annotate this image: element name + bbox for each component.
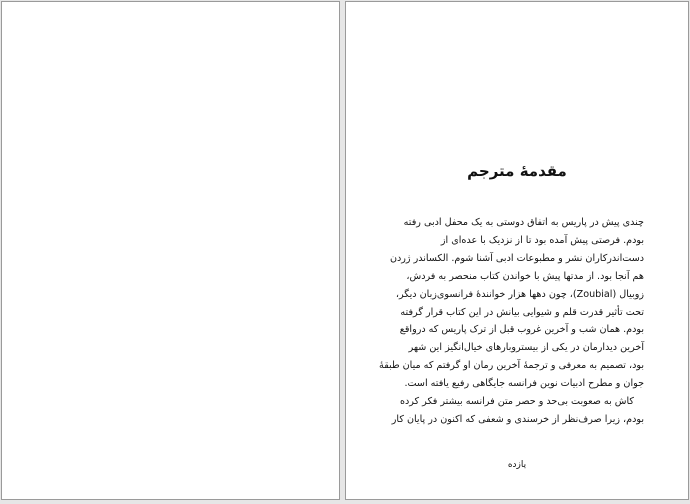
text-line: هم آنجا بود. از مدتها پیش با خواندن کتاب منحصر به فردش،: [406, 270, 644, 282]
text-line: بودم. همان شب و آخرین غروب قبل از ترک پاریس که درواقع: [399, 324, 644, 336]
text-line: زوبیال (Zoubial)، چون دهها هزار خوانندهٔ فرانسوی‌زبان دیگر،: [395, 288, 644, 300]
page-title: مقدمهٔ مترجم: [467, 162, 567, 180]
text-line: کاش به صعوبت بی‌حد و حصر متن فرانسه بیشتر فکر کرده: [399, 396, 634, 408]
text-line: بودم، زیرا صرف‌نظر از خرسندی و شعفی که اکنون در پایان کار: [391, 413, 644, 425]
right-page: [345, 1, 689, 500]
left-page: [1, 1, 340, 500]
text-line: جوان و مطرح ادبیات نوین فرانسه جایگاهی رفیع یافته است.: [404, 378, 644, 390]
text-line: بود، تصمیم به معرفی و ترجمهٔ آخرین رمان او گرفتم که میان طبقهٔ: [379, 360, 644, 372]
text-line: دست‌اندرکاران نشر و مطبوعات ادبی آشنا شوم. الکساندر ژردن: [389, 252, 644, 264]
page-number: یازده: [507, 460, 527, 470]
text-line: آخرین دیدارمان در یکی از بیستروبارهای خیال‌انگیز این شهر: [408, 342, 644, 354]
text-line: چندی پیش در پاریس به اتفاق دوستی به یک محفل ادبی رفته: [403, 217, 644, 228]
text-line: تحت تأثیر قدرت قلم و شیوایی بیانش در این کتاب قرار گرفته: [400, 306, 644, 318]
body-text: [379, 214, 644, 429]
text-line: بودم. فرصتی پیش آمده بود تا از نزدیک با عده‌ای از: [440, 234, 644, 246]
